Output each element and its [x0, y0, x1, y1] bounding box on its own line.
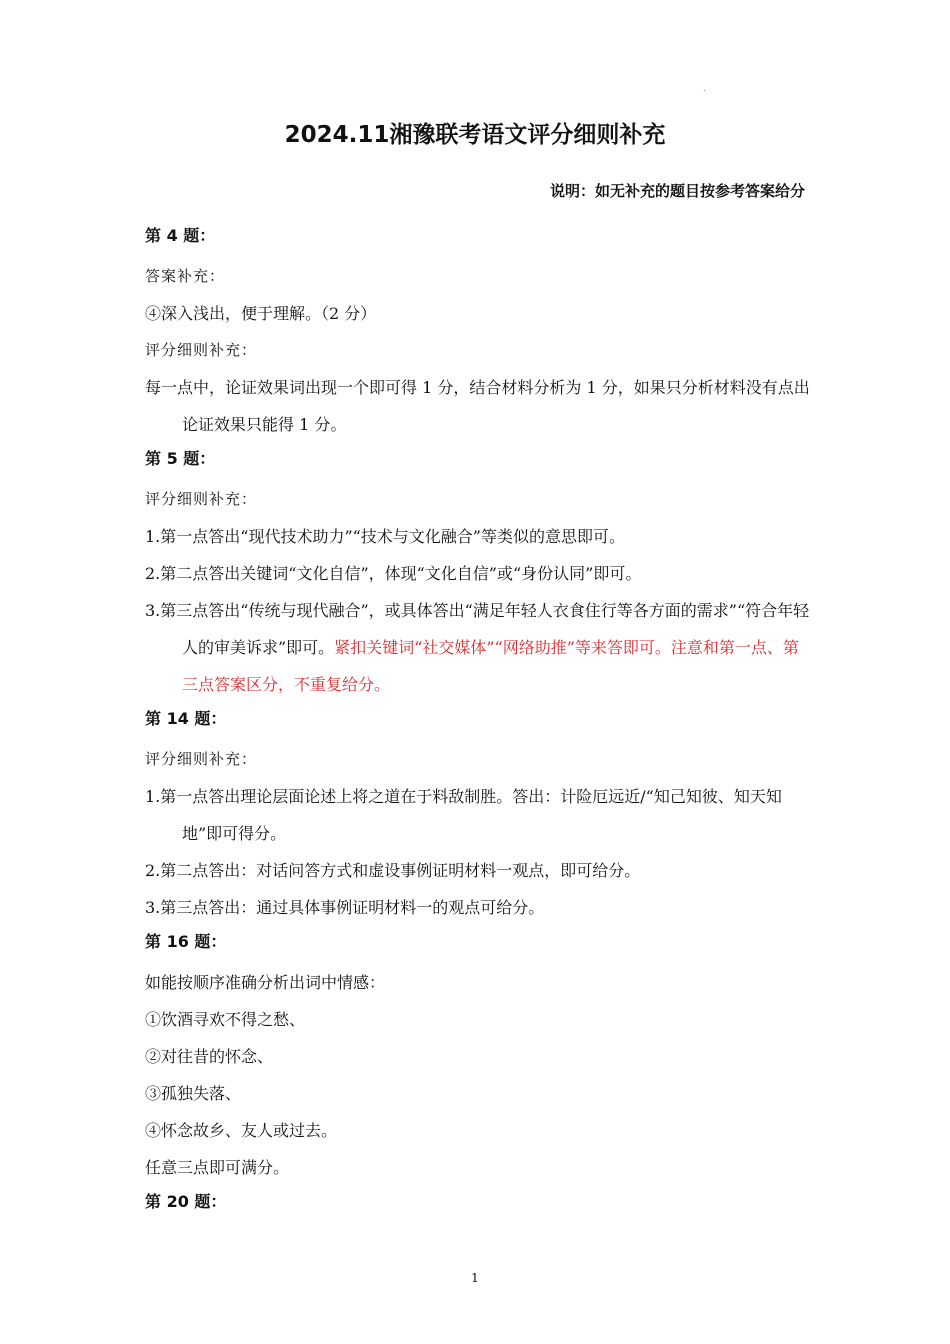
q14-item-3: 3.第三点答出：通过具体事例证明材料一的观点可给分。 [145, 898, 545, 917]
q14-item-2: 2.第二点答出：对话问答方式和虚设事例证明材料一观点，即可给分。 [145, 861, 641, 880]
q5-rule-label: 评分细则补充： [145, 490, 258, 508]
q14-rule-label: 评分细则补充： [145, 750, 258, 768]
q16-item-2: ②对往昔的怀念、 [145, 1047, 274, 1066]
q16-conclusion: 任意三点即可满分。 [145, 1158, 290, 1177]
q20-heading: 第 20 题： [145, 1192, 227, 1211]
page-number: 1 [471, 1271, 479, 1285]
q16-item-3: ③孤独失落、 [145, 1084, 242, 1103]
q14-heading: 第 14 题： [145, 709, 227, 728]
q4-rule-text: 每一点中，论证效果词出现一个即可得 1 分，结合材料分析为 1 分，如果只分析材料没有点出论证效果只能得 1 分。 [145, 378, 810, 434]
q16-item-1: ①饮酒寻欢不得之愁、 [145, 1010, 306, 1029]
q16-heading: 第 16 题： [145, 932, 227, 951]
q4-answer-label: 答案补充： [145, 267, 226, 285]
q4-rule-label: 评分细则补充： [145, 341, 258, 359]
q5-item-3 [145, 592, 810, 703]
q5-item-1: 1.第一点答出“现代技术助力”“技术与文化融合”等类似的意思即可。 [145, 527, 625, 546]
instruction-note: 说明：如无补充的题目按参考答案给分 [549, 182, 805, 200]
q4-heading: 第 4 题： [145, 226, 216, 245]
q5-item-3-highlight: 紧扣关键词“社交媒体”“网络助推”等来答即可。注意和第一点、第三点答案区分，不重复给分。 [182, 638, 799, 694]
q5-item-2: 2.第二点答出关键词“文化自信”，体现“文化自信”或“身份认同”即可。 [145, 564, 642, 583]
q4-answer-item: ④深入浅出，便于理解。（2 分） [145, 304, 377, 323]
q14-item-1: 1.第一点答出理论层面论述上将之道在于料敌制胜。答出：计险厄远近/“知己知彼、知天知地”即可得分。 [145, 787, 782, 843]
q16-item-4: ④怀念故乡、友人或过去。 [145, 1121, 338, 1140]
q16-intro: 如能按顺序准确分析出词中情感： [145, 973, 386, 992]
q5-item-3-text: 3.第三点答出“传统与现代融合”，或具体答出“满足年轻人衣食住行等各方面的需求”“符合年轻人的审美诉求”即可。 [145, 601, 810, 657]
q5-heading: 第 5 题： [145, 449, 216, 468]
document-body [145, 220, 810, 1224]
stray-mark: . [703, 84, 706, 93]
page-title: 2024.11湘豫联考语文评分细则补充 [284, 122, 666, 148]
